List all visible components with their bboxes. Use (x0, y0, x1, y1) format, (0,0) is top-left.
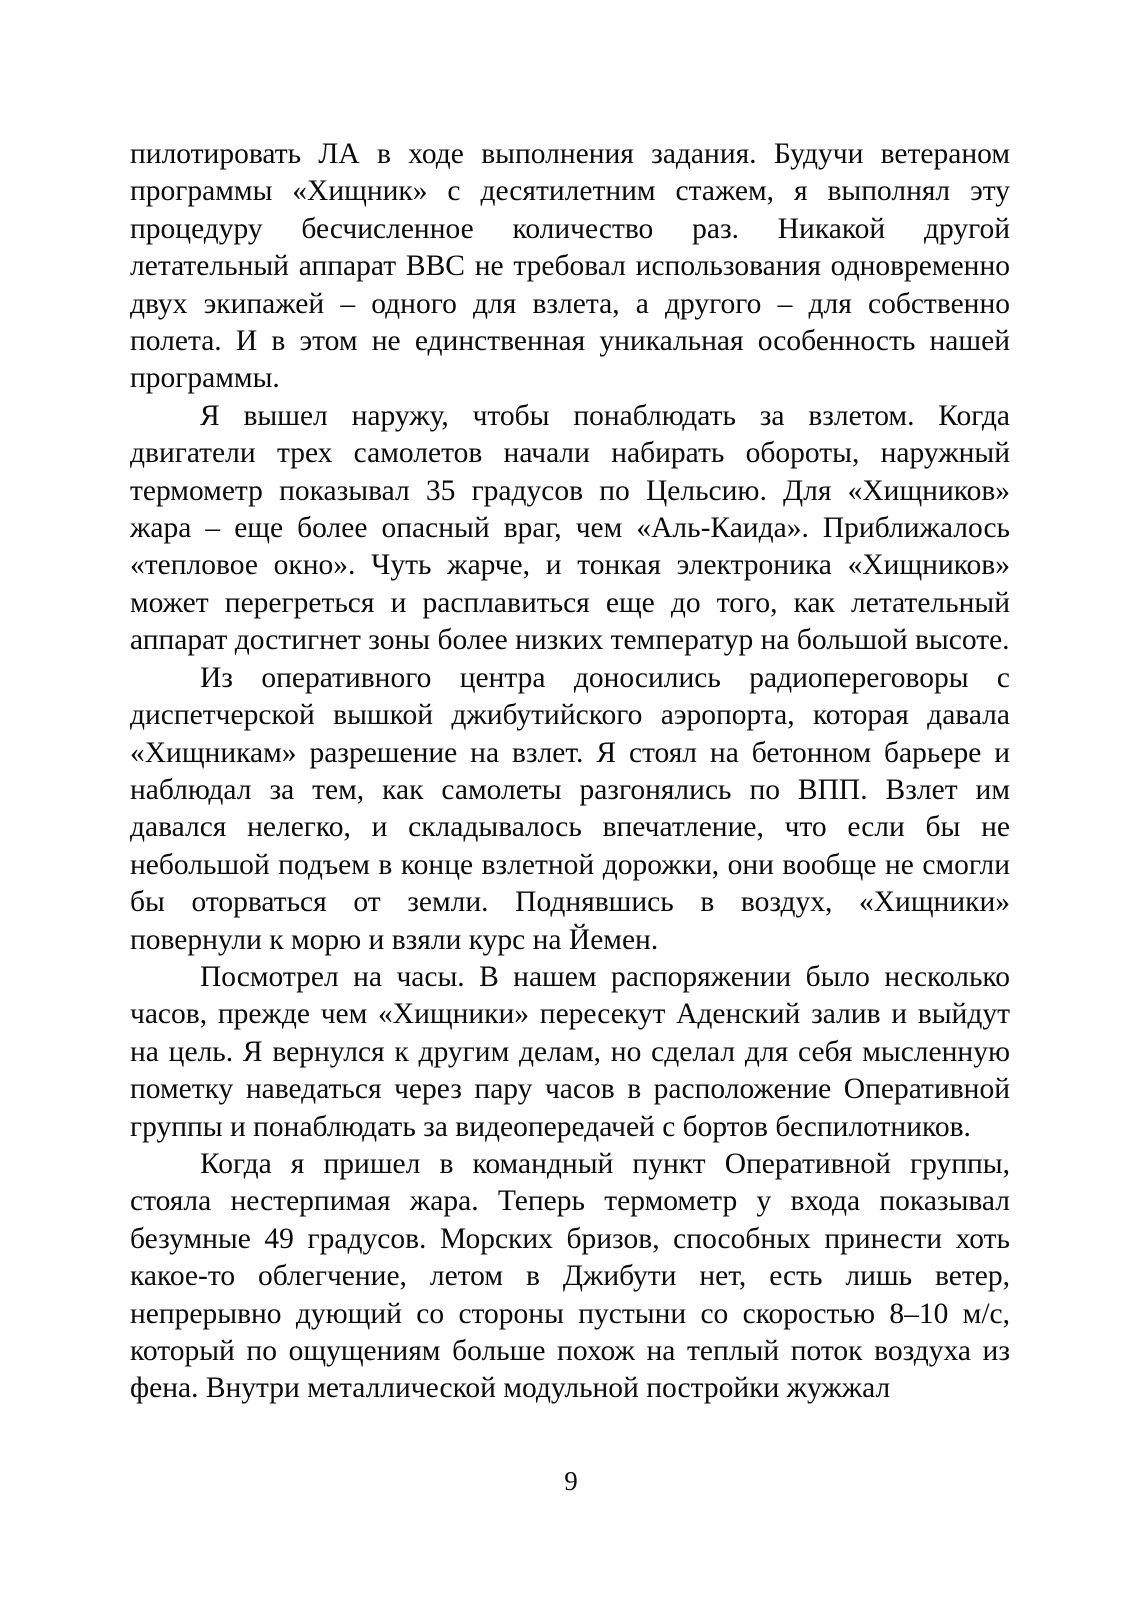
page-text-block (130, 136, 1010, 1408)
paragraph-5: Когда я пришел в командный пункт Оперативной группы, стояла нестерпимая жара. Теперь термометр у входа показывал безумные 49 градусов. Морских бризов, способных принести хоть какое-то облегчение, летом в Джибути нет, есть лишь ветер, непрерывно дующий со стороны пустыни со скоростью 8–10 м/с, который по ощущениям больше похож на теплый поток воздуха из фена. Внутри металлической модульной постройки жужжал (130, 1147, 1010, 1405)
paragraph-4: Посмотрел на часы. В нашем распоряжении было несколько часов, прежде чем «Хищники» пересекут Аденский залив и выйдут на цель. Я вернулся к другим делам, но сделал для себя мысленную пометку наведаться через пару часов в расположение Оперативной группы и понаблюдать за видеопередачей с бортов беспилотников. (130, 960, 1010, 1143)
paragraph-3: Из оперативного центра доносились радиопереговоры с диспетчерской вышкой джибутийского аэропорта, которая давала «Хищникам» разрешение на взлет. Я стоял на бетонном барьере и наблюдал за тем, как самолеты разгонялись по ВПП. Взлет им давался нелегко, и складывалось впечатление, что если бы не небольшой подъем в конце взлетной дорожки, они вообще не смогли бы оторваться от земли. Поднявшись в воздух, «Хищники» повернули к морю и взяли курс на Йемен. (130, 661, 1010, 956)
paragraph-2: Я вышел наружу, чтобы понаблюдать за взлетом. Когда двигатели трех самолетов начали набирать обороты, наружный термометр показывал 35 градусов по Цельсию. Для «Хищников» жара – еще более опасный враг, чем «Аль-Каида». Приближалось «тепловое окно». Чуть жарче, и тонкая электроника «Хищников» может перегреться и расплавиться еще до того, как летательный аппарат достигнет зоны более низких температур на большой высоте. (130, 399, 1010, 657)
page-number: 9 (564, 1466, 578, 1496)
paragraph-1: пилотировать ЛА в ходе выполнения задания. Будучи ветераном программы «Хищник» с десятилетним стажем, я выполнял эту процедуру бесчисленное количество раз. Никакой другой летательный аппарат ВВС не требовал использования одновременно двух экипажей – одного для взлета, а другого – для собственно полета. И в этом не единственная уникальная особенность нашей программы. (130, 138, 1010, 395)
